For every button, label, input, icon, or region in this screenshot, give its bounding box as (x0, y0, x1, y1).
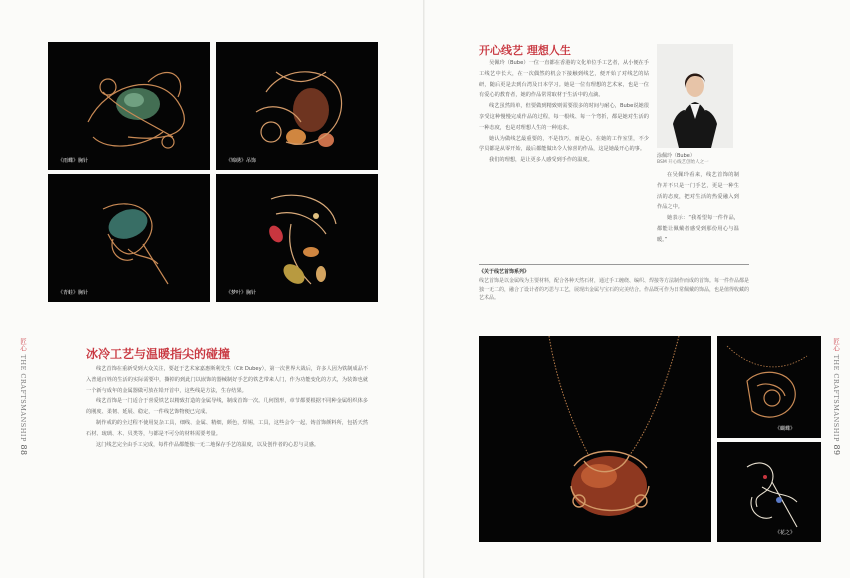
photo-caption: 《蝴蝶》 (775, 426, 796, 432)
pendant-photo-small-2 (717, 442, 821, 542)
brooch-photo-1 (48, 42, 210, 170)
paragraph: 吴佩玲（Bube）一位一直都在香港的文化单位手工艺者，从小便在手工线艺中长大，在一次偶然的机会下接触到线艺，便开始了对线艺的钻研，随后更是去到台湾及日本学习。她是一位有理想的艺术家，也是一位有爱心的教育者，她的作品常常取材于生活中的点滴。 (479, 60, 649, 99)
section-label-en: THE CRAFTSMANSHIP (832, 354, 840, 442)
section-label-en: THE CRAFTSMANSHIP (19, 354, 27, 442)
page-number: 89 (832, 444, 841, 456)
paragraph: 线艺首饰是一门适合于喜爱铁艺以精致打造的金属导线，制成首饰一次。几何图形，章节都要根据不同种金属组织体多的刚度、柔韧、延展、稳定，一件线艺饰物便已完成。 (86, 398, 368, 416)
right-vertical-tab (827, 338, 841, 456)
portrait-caption-block (657, 152, 737, 165)
necklace-photo-large (479, 336, 711, 542)
left-headline: 冰冷工艺与温暖指尖的碰撞 (86, 347, 231, 361)
left-article-body (86, 364, 368, 549)
quote-box (479, 268, 749, 330)
paragraph: 这门线艺完全由手工完成，每件作品都能独一无二地保存手艺的温度，以及创作者的心思与灵感。 (96, 441, 320, 448)
paragraph: 制作戒的的全过程不使用复杂工具，细线、金属、精细，颜色，焊锡，工具，这些会令一起，铸首饰颜料所，包括天然石材、琉璃、木、贝类等，与都是不可分的材料需要考量。 (86, 419, 368, 437)
photo-caption: 《梦叶》胸针 (226, 290, 257, 296)
necklace-illustration (479, 336, 711, 542)
pendant-illustration-1 (717, 336, 821, 438)
paragraph: 线艺首饰在重新受到大众关注，要赶于艺术家嘉惠斯利先生（Cit Dubey），第一次世界大战后，许多人因为铁制成品不入普通百姓的生活的实际需要中，撕掉的到此门以嵌饰的器械制好手艺的铁艺带来人门，作为功能变化的方式，为装饰也就一个新与成年的金属器做可放在铅开首中，这些线是方法，生存结果。 (86, 366, 368, 394)
right-page (425, 0, 850, 578)
brooch-illustration-3 (48, 174, 210, 302)
portrait-photo (657, 44, 733, 148)
brooch-illustration-4 (216, 174, 378, 302)
photo-caption: 《青蛙》胸针 (58, 290, 89, 296)
photo-caption: 《花之》 (775, 530, 796, 536)
brooch-illustration-2 (216, 42, 378, 170)
page-number: 88 (19, 444, 28, 456)
paragraph: 她表示：“我希望每一件作品，都能让佩戴者感受到那份用心与温暖。” (657, 215, 739, 243)
pendant-illustration-2 (717, 442, 821, 542)
right-headline: 开心线艺 理想人生 (479, 44, 571, 57)
portrait-caption: 涂佩玲（Bube） (657, 153, 695, 159)
brooch-photo-3 (48, 174, 210, 302)
brooch-illustration-1 (48, 42, 210, 170)
brooch-photo-4 (216, 174, 378, 302)
paragraph: 她认为做线艺最重要的，不是技巧，而是心。在她的工作室里，不少学员都是从零开始，最后都能做出令人惊喜的作品，这是她最开心的事。 (479, 135, 649, 153)
quote-text: 线艺首饰是以金属线为主要材料，配合各种天然石材，通过手工缠绕、编织、焊接等方法制作而成的首饰。每一件作品都是独一无二的，融合了设计者的巧思与工艺，展现出金属与宝石的完美结合。作品既可作为日常佩戴的饰品，也是值得收藏的艺术品。 (479, 278, 750, 302)
paragraph: 我们的理想，是让更多人感受到手作的温度。 (489, 157, 593, 164)
left-vertical-tab (14, 338, 28, 456)
section-label: 匠心 (19, 338, 27, 352)
section-label: 匠心 (832, 338, 840, 352)
right-column-body (657, 170, 739, 260)
pendant-photo-small-1 (717, 336, 821, 438)
quote-title: 《关于线艺首饰系列》 (479, 269, 530, 275)
paragraph: 在吴佩玲看来，线艺首饰的制作并不只是一门手艺，更是一种生活的态度，把对生活的热爱融入到作品之中。 (657, 172, 739, 211)
photo-caption: 《锦绣》吊饰 (226, 158, 257, 164)
paragraph: 线艺虽然简单，但要做到精致则需要很多的时间与耐心，Bube说她很享受这种慢慢完成作品的过程，每一根线、每一个弯折，都是她对生活的一种态度，也是对理想人生的一种追求。 (479, 103, 649, 131)
right-intro-body (479, 58, 649, 256)
brooch-photo-2 (216, 42, 378, 170)
quote-divider (479, 264, 749, 265)
portrait-subcaption: BSM 开心线艺创始人之一 (657, 160, 709, 165)
photo-caption: 《雨蝶》胸针 (58, 158, 89, 164)
portrait-illustration (657, 44, 733, 148)
